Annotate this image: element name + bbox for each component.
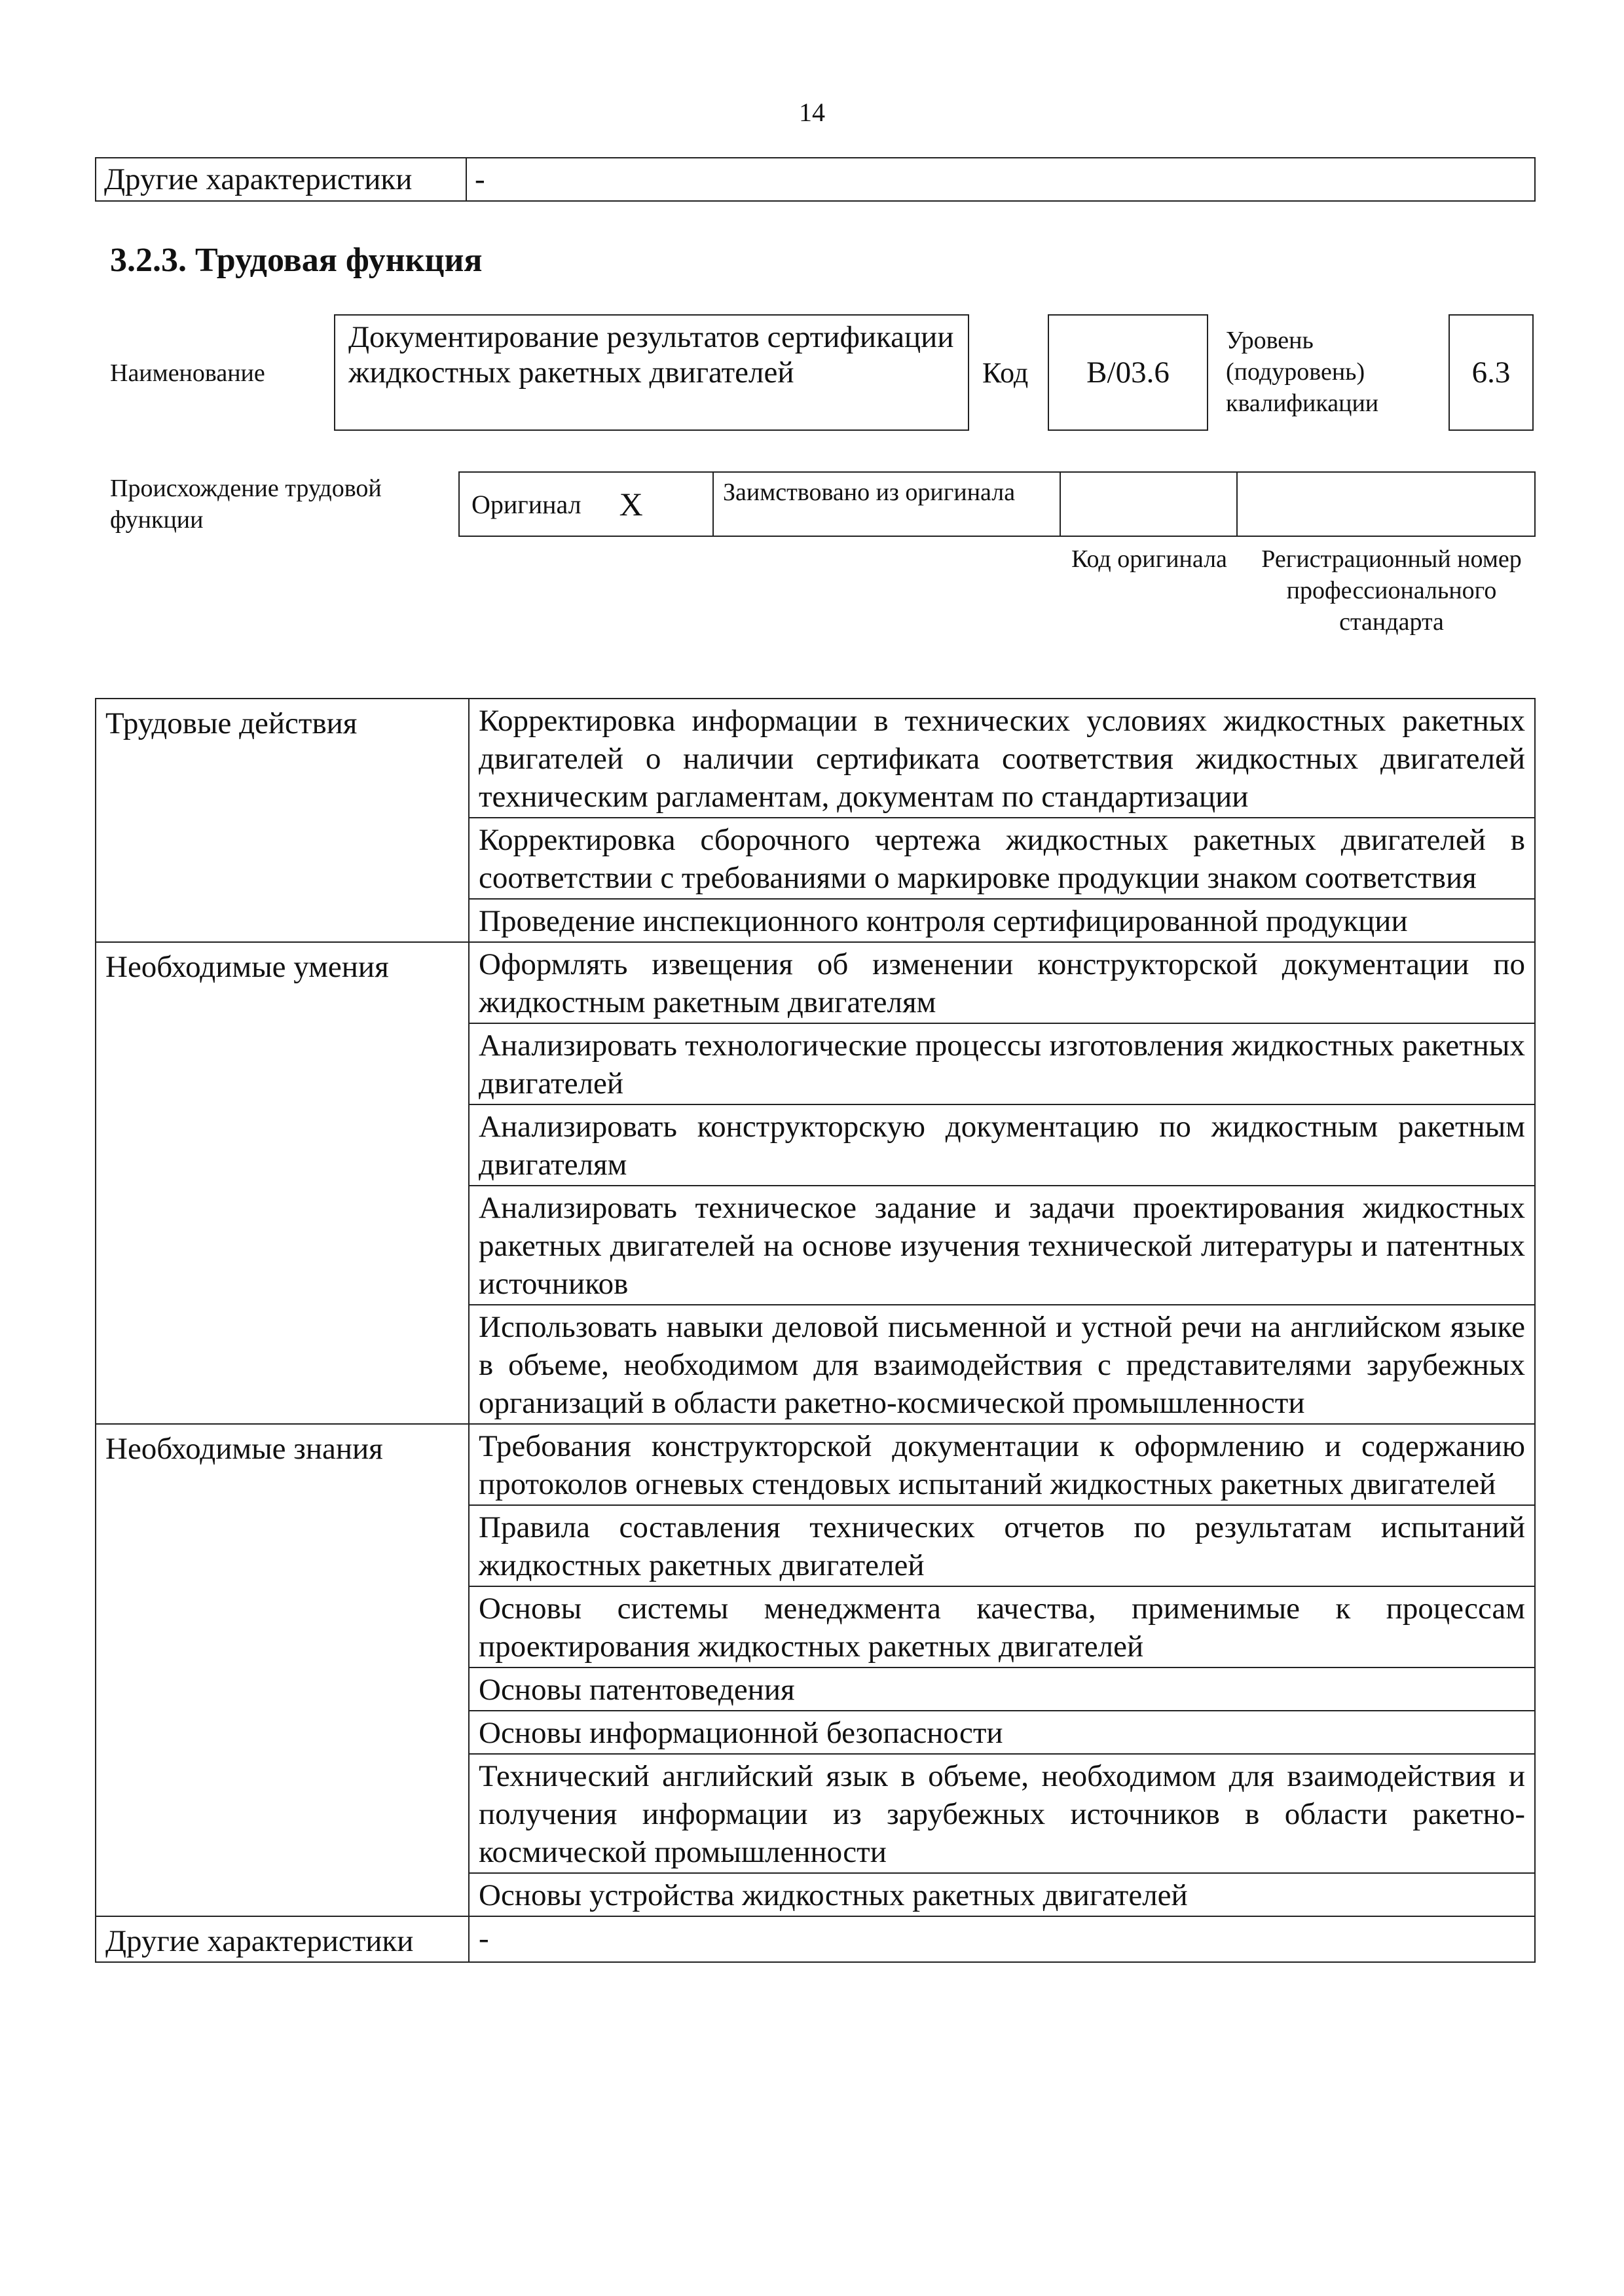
origin-row [458,471,1536,537]
knowledge-5: Основы информационной безопасности [469,1711,1535,1754]
other-characteristics-label: Другие характеристики [96,158,466,201]
code-label: Код [982,357,1029,389]
code-original-caption: Код оригинала [1071,545,1227,573]
reg-number-caption: Регистрационный номер профессионального стандарта [1261,545,1522,636]
labor-action-2: Корректировка сборочного чертежа жидкостных ракетных двигателей в соответствии с требованиями о маркировке продукции знаком соответствия [469,818,1535,899]
skill-2: Анализировать технологические процессы изготовления жидкостных ракетных двигателей [469,1023,1535,1104]
knowledge-1: Требования конструкторской документации к оформлению и содержанию протоколов огневых стендовых испытаний жидкостных ракетных двигателей [469,1424,1535,1505]
skill-3: Анализировать конструкторскую документацию по жидкостным ракетным двигателям [469,1104,1535,1186]
table-row [96,699,1535,818]
knowledge-4: Основы патентоведения [469,1667,1535,1711]
level-value: 6.3 [1471,355,1511,390]
level-box [1449,314,1534,431]
labor-action-3: Проведение инспекционного контроля сертифицированной продукции [469,899,1535,942]
table-row [96,1916,1535,1962]
labor-function-table [95,698,1536,1963]
page-number: 14 [799,98,825,127]
reg-number-cell [1238,471,1536,537]
skill-4: Анализировать техническое задание и задачи проектирования жидкостных ракетных двигателей на основе изучения технической литературы и патентных источников [469,1186,1535,1305]
table-row [96,1424,1535,1505]
origin-label: Происхождение трудовой функции [110,475,382,534]
section-title: 3.2.3. Трудовая функция [110,242,483,279]
level-label: Уровень (подуровень) квалификации [1226,327,1379,417]
name-box [334,314,969,431]
knowledge-6: Технический английский язык в объеме, необходимом для взаимодействия и получения информации из зарубежных источников в области ракетно-космической промышленности [469,1754,1535,1873]
skill-5: Использовать навыки деловой письменной и устной речи на английском языке в объеме, необходимом для взаимодействия с представителями зарубежных организаций в области ракетно-космической промышленности [469,1305,1535,1424]
name-value: Документирование результатов сертификации жидкостных ракетных двигателей [348,320,954,390]
name-label: Наименование [110,359,265,387]
code-value: B/03.6 [1086,355,1170,390]
category-required-knowledge: Необходимые знания [96,1424,469,1916]
original-code-cell [1061,471,1238,537]
table-row [96,158,1535,201]
original-mark: X [619,486,643,522]
skill-1: Оформлять извещения об изменении конструкторской документации по жидкостным ракетным двигателям [469,942,1535,1023]
knowledge-2: Правила составления технических отчетов по результатам испытаний жидкостных ракетных двигателей [469,1505,1535,1586]
original-label: Оригинал [471,489,581,519]
original-cell [458,471,714,537]
code-box [1048,314,1208,431]
knowledge-7: Основы устройства жидкостных ракетных двигателей [469,1873,1535,1916]
other-characteristics-value: - [466,158,1535,201]
table-row [96,942,1535,1023]
top-other-characteristics-table [95,157,1536,202]
category-required-skills: Необходимые умения [96,942,469,1424]
category-labor-actions: Трудовые действия [96,699,469,942]
other-characteristics-bottom-value: - [469,1916,1535,1962]
knowledge-3: Основы системы менеджмента качества, применимые к процессам проектирования жидкостных ракетных двигателей [469,1586,1535,1667]
labor-action-1: Корректировка информации в технических условиях жидкостных ракетных двигателей о наличии сертификата соответствия жидкостных двигателей техническим рагламентам, документам по стандартизации [469,699,1535,818]
borrowed-cell: Заимствовано из оригинала [714,471,1061,537]
category-other-characteristics: Другие характеристики [96,1916,469,1962]
